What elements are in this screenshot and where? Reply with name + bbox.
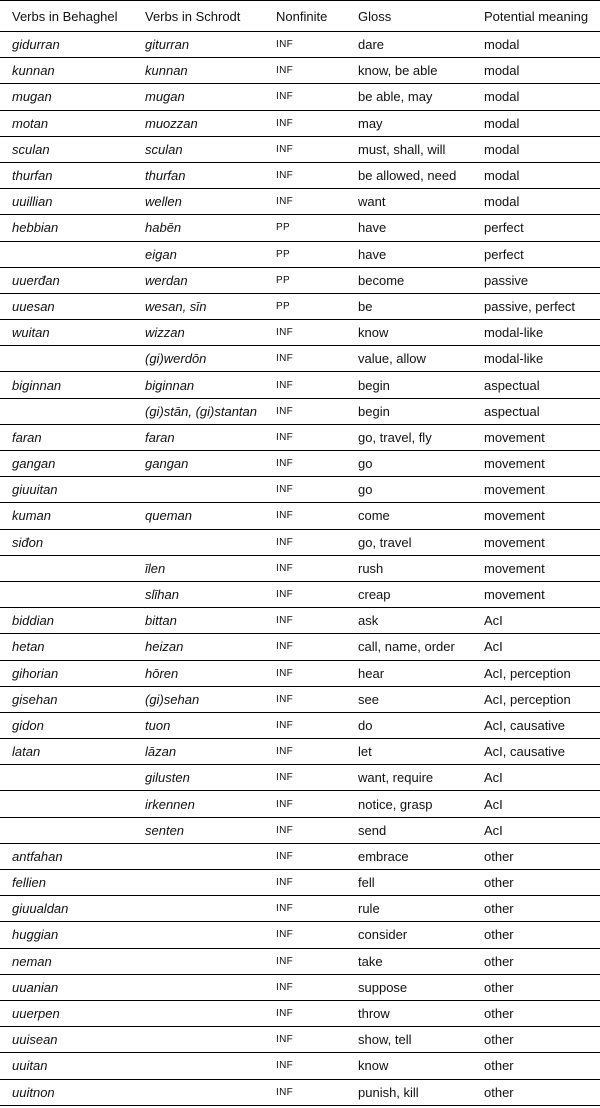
- gloss-cell: come: [358, 508, 390, 524]
- nonfinite-cell: INF: [276, 746, 294, 758]
- schrodt-verb-cell: werdan: [145, 272, 188, 288]
- nonfinite-cell: INF: [276, 850, 294, 862]
- table-row: [0, 921, 600, 947]
- meaning-cell: AcI: [484, 796, 503, 812]
- meaning-cell: modal: [484, 168, 520, 184]
- table-row: [0, 633, 600, 659]
- table-row: [0, 83, 600, 109]
- schrodt-verb-cell: sculan: [145, 141, 183, 157]
- nonfinite-cell: PP: [276, 300, 290, 312]
- nonfinite-cell: PP: [276, 248, 290, 260]
- table-row: [0, 476, 600, 502]
- nonfinite-cell: INF: [276, 431, 294, 443]
- meaning-cell: other: [484, 1032, 514, 1048]
- gloss-cell: must, shall, will: [358, 141, 446, 157]
- table-row: [0, 188, 600, 214]
- meaning-cell: movement: [484, 508, 545, 524]
- table-row: [0, 424, 600, 450]
- gloss-cell: go: [358, 456, 373, 472]
- nonfinite-cell: INF: [276, 903, 294, 915]
- table-row: [0, 371, 600, 397]
- schrodt-verb-cell: wizzan: [145, 325, 185, 341]
- gloss-cell: begin: [358, 377, 390, 393]
- table-row: [0, 293, 600, 319]
- behaghel-verb-cell: gangan: [12, 456, 56, 472]
- nonfinite-cell: INF: [276, 641, 294, 653]
- schrodt-verb-cell: senten: [145, 822, 185, 838]
- meaning-cell: AcI, causative: [484, 717, 565, 733]
- nonfinite-cell: INF: [276, 65, 294, 77]
- behaghel-verb-cell: gidon: [12, 717, 44, 733]
- behaghel-verb-cell: gihorian: [12, 665, 59, 681]
- nonfinite-cell: INF: [276, 1008, 294, 1020]
- schrodt-verb-cell: heizan: [145, 639, 184, 655]
- behaghel-verb-cell: motan: [12, 115, 49, 131]
- gloss-cell: know: [358, 325, 389, 341]
- meaning-cell: passive: [484, 272, 529, 288]
- behaghel-verb-cell: giuualdan: [12, 901, 69, 917]
- gloss-cell: call, name, order: [358, 639, 455, 655]
- nonfinite-cell: INF: [276, 1034, 294, 1046]
- meaning-cell: other: [484, 927, 514, 943]
- meaning-cell: other: [484, 979, 514, 995]
- table-row: [0, 57, 600, 83]
- nonfinite-cell: INF: [276, 772, 294, 784]
- meaning-cell: modal: [484, 141, 520, 157]
- behaghel-verb-cell: latan: [12, 744, 41, 760]
- gloss-cell: may: [358, 115, 383, 131]
- gloss-cell: want: [358, 194, 386, 210]
- meaning-cell: other: [484, 901, 514, 917]
- gloss-cell: become: [358, 272, 405, 288]
- behaghel-verb-cell: uuerpen: [12, 1006, 60, 1022]
- meaning-cell: other: [484, 1058, 514, 1074]
- schrodt-verb-cell: gangan: [145, 456, 189, 472]
- nonfinite-cell: INF: [276, 719, 294, 731]
- nonfinite-cell: INF: [276, 824, 294, 836]
- meaning-cell: AcI, causative: [484, 744, 565, 760]
- gloss-cell: see: [358, 691, 379, 707]
- nonfinite-cell: INF: [276, 615, 294, 627]
- nonfinite-cell: INF: [276, 39, 294, 51]
- nonfinite-cell: INF: [276, 981, 294, 993]
- nonfinite-cell: INF: [276, 91, 294, 103]
- nonfinite-cell: INF: [276, 143, 294, 155]
- nonfinite-cell: INF: [276, 536, 294, 548]
- table-row: [0, 817, 600, 843]
- header-verbs-schrodt: Verbs in Schrodt: [145, 8, 241, 24]
- gloss-cell: embrace: [358, 848, 409, 864]
- behaghel-verb-cell: biddian: [12, 613, 54, 629]
- meaning-cell: modal-like: [484, 325, 544, 341]
- gloss-cell: ask: [358, 613, 379, 629]
- schrodt-verb-cell: irkennen: [145, 796, 195, 812]
- schrodt-verb-cell: muozzan: [145, 115, 198, 131]
- gloss-cell: go, travel: [358, 534, 412, 550]
- table-row: [0, 1026, 600, 1052]
- table-row: [0, 712, 600, 738]
- gloss-cell: show, tell: [358, 1032, 412, 1048]
- gloss-cell: take: [358, 953, 383, 969]
- nonfinite-cell: INF: [276, 667, 294, 679]
- schrodt-verb-cell: kunnan: [145, 63, 188, 79]
- table-row: [0, 267, 600, 293]
- gloss-cell: throw: [358, 1006, 390, 1022]
- gloss-cell: begin: [358, 403, 390, 419]
- meaning-cell: perfect: [484, 246, 524, 262]
- gloss-cell: notice, grasp: [358, 796, 433, 812]
- behaghel-verb-cell: sculan: [12, 141, 50, 157]
- meaning-cell: AcI: [484, 770, 503, 786]
- behaghel-verb-cell: uuesan: [12, 298, 55, 314]
- nonfinite-cell: INF: [276, 798, 294, 810]
- nonfinite-cell: INF: [276, 196, 294, 208]
- behaghel-verb-cell: kunnan: [12, 63, 55, 79]
- table-row: [0, 502, 600, 528]
- nonfinite-cell: INF: [276, 353, 294, 365]
- gloss-cell: creap: [358, 587, 391, 603]
- nonfinite-cell: INF: [276, 1060, 294, 1072]
- table-row: [0, 738, 600, 764]
- nonfinite-cell: INF: [276, 955, 294, 967]
- nonfinite-cell: PP: [276, 222, 290, 234]
- nonfinite-cell: INF: [276, 117, 294, 129]
- behaghel-verb-cell: uuanian: [12, 979, 59, 995]
- gloss-cell: rule: [358, 901, 380, 917]
- gloss-cell: consider: [358, 927, 408, 943]
- table-row: [0, 1052, 600, 1078]
- table-body: [0, 31, 600, 1105]
- header-nonfinite: Nonfinite: [276, 8, 328, 24]
- behaghel-verb-cell: faran: [12, 429, 42, 445]
- behaghel-verb-cell: gisehan: [12, 691, 58, 707]
- meaning-cell: AcI: [484, 639, 503, 655]
- table-row: [0, 345, 600, 371]
- gloss-cell: suppose: [358, 979, 408, 995]
- behaghel-verb-cell: uuisean: [12, 1032, 58, 1048]
- gloss-cell: dare: [358, 37, 385, 53]
- nonfinite-cell: INF: [276, 929, 294, 941]
- schrodt-verb-cell: gilusten: [145, 770, 190, 786]
- behaghel-verb-cell: uuitnon: [12, 1084, 55, 1100]
- table-row: [0, 974, 600, 1000]
- nonfinite-cell: INF: [276, 405, 294, 417]
- gloss-cell: value, allow: [358, 351, 426, 367]
- schrodt-verb-cell: biginnan: [145, 377, 195, 393]
- gloss-cell: have: [358, 246, 387, 262]
- table-row: [0, 31, 600, 57]
- meaning-cell: movement: [484, 587, 545, 603]
- table-row: [0, 948, 600, 974]
- table-row: [0, 529, 600, 555]
- schrodt-verb-cell: eigan: [145, 246, 177, 262]
- behaghel-verb-cell: siđon: [12, 534, 44, 550]
- schrodt-verb-cell: slīhan: [145, 587, 179, 603]
- nonfinite-cell: INF: [276, 693, 294, 705]
- meaning-cell: modal: [484, 63, 520, 79]
- gloss-cell: fell: [358, 875, 375, 891]
- meaning-cell: movement: [484, 560, 545, 576]
- nonfinite-cell: INF: [276, 510, 294, 522]
- meaning-cell: other: [484, 848, 514, 864]
- gloss-cell: know, be able: [358, 63, 438, 79]
- table-row: [0, 555, 600, 581]
- meaning-cell: modal: [484, 37, 520, 53]
- nonfinite-cell: INF: [276, 327, 294, 339]
- table-row: [0, 136, 600, 162]
- table-row: [0, 607, 600, 633]
- gloss-cell: hear: [358, 665, 385, 681]
- meaning-cell: other: [484, 1006, 514, 1022]
- table-header-row: [0, 1, 600, 31]
- nonfinite-cell: INF: [276, 458, 294, 470]
- schrodt-verb-cell: (gi)werdōn: [145, 351, 207, 367]
- table-row: [0, 895, 600, 921]
- meaning-cell: modal: [484, 115, 520, 131]
- gloss-cell: go: [358, 482, 373, 498]
- schrodt-verb-cell: queman: [145, 508, 192, 524]
- table-row: [0, 790, 600, 816]
- table-row: [0, 686, 600, 712]
- table-row: [0, 869, 600, 895]
- header-verbs-behaghel: Verbs in Behaghel: [12, 8, 118, 24]
- behaghel-verb-cell: mugan: [12, 89, 52, 105]
- behaghel-verb-cell: thurfan: [12, 168, 53, 184]
- nonfinite-cell: PP: [276, 274, 290, 286]
- gloss-cell: want, require: [358, 770, 434, 786]
- table-row: [0, 450, 600, 476]
- behaghel-verb-cell: neman: [12, 953, 52, 969]
- schrodt-verb-cell: wesan, sīn: [145, 298, 207, 314]
- schrodt-verb-cell: (gi)stān, (gi)stantan: [145, 403, 257, 419]
- behaghel-verb-cell: wuitan: [12, 325, 50, 341]
- table-row: [0, 581, 600, 607]
- table-row: [0, 319, 600, 345]
- behaghel-verb-cell: uuitan: [12, 1058, 48, 1074]
- schrodt-verb-cell: īlen: [145, 560, 166, 576]
- nonfinite-cell: INF: [276, 379, 294, 391]
- gloss-cell: be: [358, 298, 373, 314]
- nonfinite-cell: INF: [276, 589, 294, 601]
- meaning-cell: modal-like: [484, 351, 544, 367]
- meaning-cell: aspectual: [484, 403, 540, 419]
- table-row: [0, 843, 600, 869]
- meaning-cell: AcI, perception: [484, 665, 571, 681]
- meaning-cell: perfect: [484, 220, 524, 236]
- behaghel-verb-cell: uuerđan: [12, 272, 60, 288]
- behaghel-verb-cell: hebbian: [12, 220, 59, 236]
- meaning-cell: AcI, perception: [484, 691, 571, 707]
- table-row: [0, 398, 600, 424]
- behaghel-verb-cell: hetan: [12, 639, 45, 655]
- table-row: [0, 1000, 600, 1026]
- behaghel-verb-cell: antfahan: [12, 848, 63, 864]
- schrodt-verb-cell: thurfan: [145, 168, 186, 184]
- behaghel-verb-cell: huggian: [12, 927, 59, 943]
- meaning-cell: movement: [484, 482, 545, 498]
- table-row: [0, 162, 600, 188]
- nonfinite-cell: INF: [276, 484, 294, 496]
- nonfinite-cell: INF: [276, 562, 294, 574]
- table-row: [0, 241, 600, 267]
- nonfinite-cell: INF: [276, 877, 294, 889]
- schrodt-verb-cell: faran: [145, 429, 175, 445]
- schrodt-verb-cell: hōren: [145, 665, 179, 681]
- meaning-cell: passive, perfect: [484, 298, 576, 314]
- gloss-cell: be able, may: [358, 89, 433, 105]
- behaghel-verb-cell: biginnan: [12, 377, 62, 393]
- meaning-cell: modal: [484, 89, 520, 105]
- meaning-cell: other: [484, 1084, 514, 1100]
- meaning-cell: modal: [484, 194, 520, 210]
- meaning-cell: other: [484, 875, 514, 891]
- behaghel-verb-cell: kuman: [12, 508, 52, 524]
- gloss-cell: punish, kill: [358, 1084, 419, 1100]
- schrodt-verb-cell: bittan: [145, 613, 177, 629]
- meaning-cell: movement: [484, 534, 545, 550]
- behaghel-verb-cell: giuuitan: [12, 482, 58, 498]
- meaning-cell: aspectual: [484, 377, 540, 393]
- gloss-cell: be allowed, need: [358, 168, 457, 184]
- gloss-cell: rush: [358, 560, 384, 576]
- header-gloss: Gloss: [358, 8, 392, 24]
- schrodt-verb-cell: lāzan: [145, 744, 177, 760]
- meaning-cell: other: [484, 953, 514, 969]
- schrodt-verb-cell: (gi)sehan: [145, 691, 200, 707]
- table-row: [0, 214, 600, 240]
- meaning-cell: movement: [484, 429, 545, 445]
- table-row: [0, 110, 600, 136]
- gloss-cell: have: [358, 220, 387, 236]
- schrodt-verb-cell: habēn: [145, 220, 182, 236]
- behaghel-verb-cell: uuillian: [12, 194, 53, 210]
- meaning-cell: AcI: [484, 822, 503, 838]
- gloss-cell: let: [358, 744, 372, 760]
- header-potential-meaning: Potential meaning: [484, 8, 589, 24]
- behaghel-verb-cell: fellien: [12, 875, 46, 891]
- gloss-cell: know: [358, 1058, 389, 1074]
- nonfinite-cell: INF: [276, 170, 294, 182]
- table-row: [0, 1079, 600, 1105]
- schrodt-verb-cell: mugan: [145, 89, 185, 105]
- gloss-cell: do: [358, 717, 373, 733]
- table-row: [0, 764, 600, 790]
- schrodt-verb-cell: giturran: [145, 37, 190, 53]
- table-row: [0, 660, 600, 686]
- gloss-cell: go, travel, fly: [358, 429, 432, 445]
- behaghel-verb-cell: gidurran: [12, 37, 60, 53]
- schrodt-verb-cell: wellen: [145, 194, 182, 210]
- meaning-cell: movement: [484, 456, 545, 472]
- nonfinite-cell: INF: [276, 1086, 294, 1098]
- schrodt-verb-cell: tuon: [145, 717, 171, 733]
- meaning-cell: AcI: [484, 613, 503, 629]
- gloss-cell: send: [358, 822, 387, 838]
